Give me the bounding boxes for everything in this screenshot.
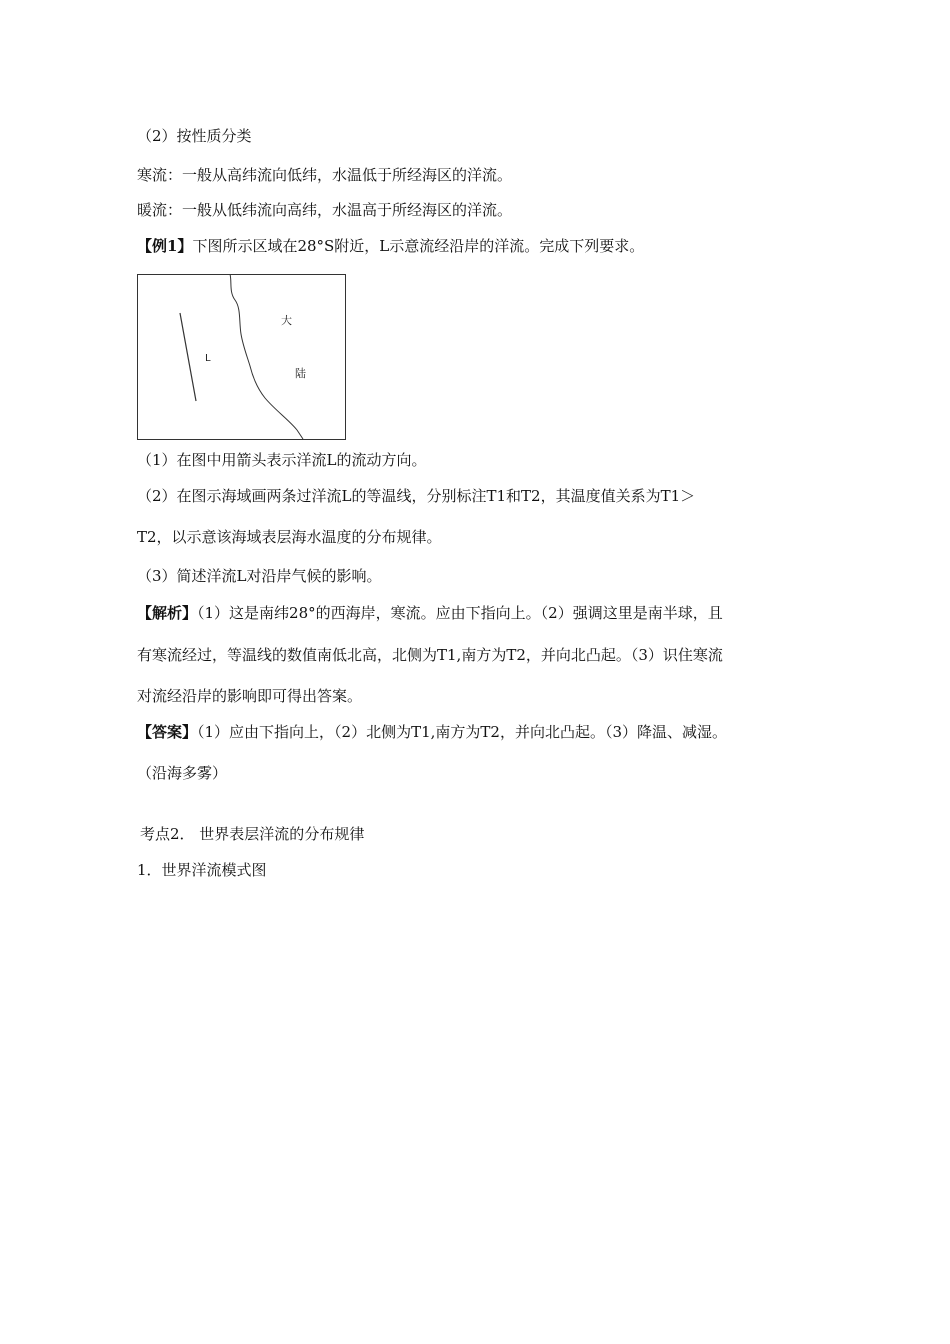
analysis-line-3: 对流经沿岸的影响即可得出答案。 xyxy=(137,687,363,705)
question-3: （3）简述洋流L对沿岸气候的影响。 xyxy=(137,567,382,585)
subheading-by-nature: （2）按性质分类 xyxy=(137,127,252,145)
example-1-prompt xyxy=(137,236,644,256)
analysis-tag: 【解析】 xyxy=(137,604,198,622)
answer-tag: 【答案】 xyxy=(137,723,198,741)
analysis-line-1 xyxy=(137,603,723,623)
answer-line-1 xyxy=(137,722,727,742)
answer-line-2: （沿海多雾） xyxy=(137,764,228,782)
answer-text-1: （1）应由下指向上，（2）北侧为T1,南方为T2，并向北凸起。（3）降温、减湿。 xyxy=(197,723,728,741)
land-label-da: 大 xyxy=(281,314,292,327)
example-text: 下图所示区域在28°S附近，L示意流经沿岸的洋流。完成下列要求。 xyxy=(192,237,645,255)
subsection-world-current-map: 1．世界洋流模式图 xyxy=(137,861,267,879)
question-1: （1）在图中用箭头表示洋流L的流动方向。 xyxy=(137,451,427,469)
section-heading-kaodian-2: 考点2． 世界表层洋流的分布规律 xyxy=(140,825,365,843)
cold-current-definition: 寒流：一般从高纬流向低纬，水温低于所经海区的洋流。 xyxy=(137,166,513,184)
example-tag: 【例1】 xyxy=(137,237,193,255)
analysis-text-1: （1）这是南纬28°的西海岸，寒流。应由下指向上。（2）强调这里是南半球，且 xyxy=(197,604,723,622)
coast-current-map xyxy=(137,274,347,440)
land-label-lu: 陆 xyxy=(295,367,306,380)
warm-current-definition: 暖流：一般从低纬流向高纬，水温高于所经海区的洋流。 xyxy=(137,201,513,219)
question-2-part-b: T2，以示意该海域表层海水温度的分布规律。 xyxy=(137,528,442,546)
analysis-line-2: 有寒流经过，等温线的数值南低北高，北侧为T1,南方为T2，并向北凸起。（3）识住寒流 xyxy=(137,646,723,664)
current-label-l: L xyxy=(205,353,211,364)
question-2-part-a: （2）在图示海域画两条过洋流L的等温线，分别标注T1和T2，其温度值关系为T1＞ xyxy=(137,487,696,505)
